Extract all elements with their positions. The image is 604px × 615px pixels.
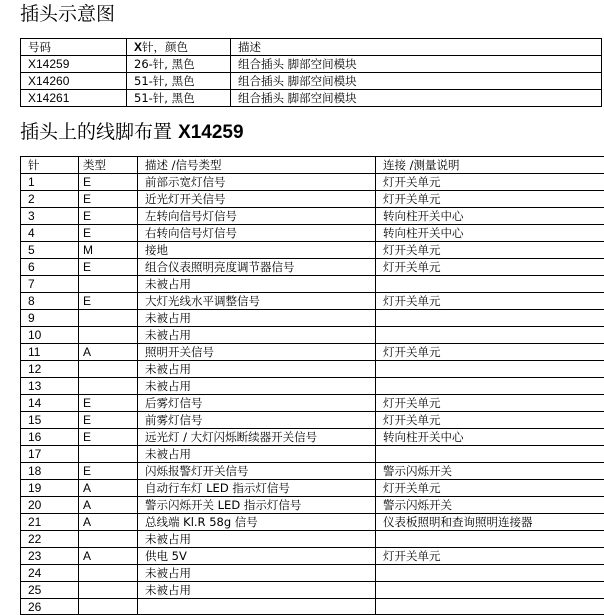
- pin-type: A: [79, 480, 138, 497]
- pin-row: [21, 191, 604, 208]
- pin-signal-description: 接地: [138, 242, 376, 259]
- pin-row: [21, 463, 604, 480]
- header-signal-description: 描述 /信号类型: [138, 157, 376, 174]
- pin-row: [21, 514, 604, 531]
- pin-connection: 灯开关单元: [376, 412, 604, 429]
- pin-signal-description: 未被占用: [138, 327, 376, 344]
- pin-number: 17: [21, 446, 79, 463]
- pin-signal-description: 未被占用: [138, 378, 376, 395]
- pin-number: 26: [21, 599, 79, 615]
- pin-type: [79, 446, 138, 463]
- pin-signal-description: 未被占用: [138, 582, 376, 599]
- pin-row: [21, 412, 604, 429]
- pin-type: E: [79, 225, 138, 242]
- pin-type: M: [79, 242, 138, 259]
- pin-number: 24: [21, 565, 79, 582]
- pin-connection: [376, 378, 604, 395]
- pin-number: 3: [21, 208, 79, 225]
- connector-diagram-heading: 插头示意图: [20, 2, 115, 26]
- pin-number: 15: [21, 412, 79, 429]
- connector-row: [21, 90, 602, 107]
- pin-signal-description: 未被占用: [138, 531, 376, 548]
- pin-number: 10: [21, 327, 79, 344]
- pin-connection: 警示闪烁开关: [376, 463, 604, 480]
- pin-connection: [376, 531, 604, 548]
- pin-signal-description: 照明开关信号: [138, 344, 376, 361]
- header-pins-prefix: X: [134, 40, 142, 54]
- pin-row: [21, 497, 604, 514]
- pin-type: E: [79, 259, 138, 276]
- pin-row: [21, 242, 604, 259]
- header-code: 号码: [21, 39, 127, 56]
- connector-row: [21, 56, 602, 73]
- pin-signal-description: 自动行车灯 LED 指示灯信号: [138, 480, 376, 497]
- pin-table-header: [21, 157, 604, 174]
- pin-row: [21, 429, 604, 446]
- pin-type: E: [79, 463, 138, 480]
- pin-row: [21, 174, 604, 191]
- pin-signal-description: 远光灯 / 大灯闪烁断续器开关信号: [138, 429, 376, 446]
- pin-row: [21, 208, 604, 225]
- pin-type: A: [79, 548, 138, 565]
- pin-number: 19: [21, 480, 79, 497]
- connector-table: [20, 38, 602, 107]
- pin-signal-description: 未被占用: [138, 446, 376, 463]
- pin-type: E: [79, 208, 138, 225]
- pin-type: E: [79, 174, 138, 191]
- pin-connection: 转向柱开关中心: [376, 225, 604, 242]
- header-pins-color: [127, 39, 231, 56]
- pin-row: [21, 480, 604, 497]
- pin-row: [21, 378, 604, 395]
- pin-signal-description: [138, 599, 376, 615]
- pin-signal-description: 前部示宽灯信号: [138, 174, 376, 191]
- header-pin: 针: [21, 157, 79, 174]
- pin-type: E: [79, 293, 138, 310]
- pin-type: [79, 565, 138, 582]
- pin-row: [21, 310, 604, 327]
- pin-connection: 灯开关单元: [376, 344, 604, 361]
- pin-number: 8: [21, 293, 79, 310]
- pin-type: A: [79, 344, 138, 361]
- pin-number: 2: [21, 191, 79, 208]
- header-pins-rest: 针，颜色: [142, 40, 188, 54]
- pin-row: [21, 276, 604, 293]
- pin-number: 14: [21, 395, 79, 412]
- pin-number: 16: [21, 429, 79, 446]
- pin-connection: 灯开关单元: [376, 242, 604, 259]
- pin-row: [21, 531, 604, 548]
- pin-signal-description: 未被占用: [138, 276, 376, 293]
- header-connection: 连接 /测量说明: [376, 157, 604, 174]
- pin-connection: 仪表板照明和查询照明连接器: [376, 514, 604, 531]
- pin-number: 6: [21, 259, 79, 276]
- pin-type: E: [79, 412, 138, 429]
- pin-connection: [376, 310, 604, 327]
- pin-number: 12: [21, 361, 79, 378]
- pin-row: [21, 599, 604, 615]
- pin-row: [21, 225, 604, 242]
- pin-number: 18: [21, 463, 79, 480]
- pin-number: 7: [21, 276, 79, 293]
- connector-code: X14260: [21, 73, 127, 90]
- pin-type: [79, 531, 138, 548]
- pin-layout-code: X14259: [178, 122, 244, 143]
- pin-row: [21, 582, 604, 599]
- pin-row: [21, 565, 604, 582]
- header-description: 描述: [231, 39, 602, 56]
- pin-connection: [376, 599, 604, 615]
- pin-signal-description: 总线端 Kl.R 58g 信号: [138, 514, 376, 531]
- connector-code: X14259: [21, 56, 127, 73]
- pin-connection: 灯开关单元: [376, 293, 604, 310]
- pin-type: A: [79, 497, 138, 514]
- pin-number: 1: [21, 174, 79, 191]
- pin-row: [21, 548, 604, 565]
- pin-signal-description: 组合仪表照明亮度调节器信号: [138, 259, 376, 276]
- pin-number: 13: [21, 378, 79, 395]
- pin-signal-description: 近光灯开关信号: [138, 191, 376, 208]
- pin-connection: 灯开关单元: [376, 480, 604, 497]
- connector-pins-color: 26-针, 黑色: [127, 56, 231, 73]
- pin-connection: [376, 565, 604, 582]
- pin-row: [21, 395, 604, 412]
- pin-type: [79, 599, 138, 615]
- pin-row: [21, 293, 604, 310]
- pin-row: [21, 259, 604, 276]
- pin-signal-description: 前雾灯信号: [138, 412, 376, 429]
- pin-row: [21, 361, 604, 378]
- pin-connection: 灯开关单元: [376, 174, 604, 191]
- connector-table-header: [21, 39, 602, 56]
- pin-connection: [376, 446, 604, 463]
- pin-layout-heading: [20, 120, 244, 145]
- pin-connection: [376, 276, 604, 293]
- connector-pins-color: 51-针, 黑色: [127, 73, 231, 90]
- pin-connection: 灯开关单元: [376, 548, 604, 565]
- pin-type: [79, 276, 138, 293]
- pin-signal-description: 大灯光线水平调整信号: [138, 293, 376, 310]
- pin-signal-description: 未被占用: [138, 310, 376, 327]
- connector-description: 组合插头 脚部空间模块: [231, 56, 602, 73]
- connector-row: [21, 73, 602, 90]
- pin-number: 20: [21, 497, 79, 514]
- pin-table: [20, 156, 604, 615]
- pin-number: 11: [21, 344, 79, 361]
- pin-number: 4: [21, 225, 79, 242]
- pin-number: 21: [21, 514, 79, 531]
- pin-row: [21, 446, 604, 463]
- pin-signal-description: 警示闪烁开关 LED 指示灯信号: [138, 497, 376, 514]
- pin-connection: 灯开关单元: [376, 259, 604, 276]
- pin-signal-description: 后雾灯信号: [138, 395, 376, 412]
- pin-connection: 转向柱开关中心: [376, 429, 604, 446]
- pin-connection: [376, 327, 604, 344]
- pin-type: E: [79, 191, 138, 208]
- pin-connection: 灯开关单元: [376, 395, 604, 412]
- pin-type: E: [79, 429, 138, 446]
- pin-type: [79, 582, 138, 599]
- pin-connection: [376, 582, 604, 599]
- pin-number: 23: [21, 548, 79, 565]
- pin-connection: 警示闪烁开关: [376, 497, 604, 514]
- pin-layout-title: 插头上的线脚布置: [20, 121, 172, 143]
- pin-number: 22: [21, 531, 79, 548]
- connector-code: X14261: [21, 90, 127, 107]
- pin-type: E: [79, 395, 138, 412]
- pin-number: 5: [21, 242, 79, 259]
- pin-type: [79, 310, 138, 327]
- pin-connection: [376, 361, 604, 378]
- connector-description: 组合插头 脚部空间模块: [231, 73, 602, 90]
- pin-type: [79, 378, 138, 395]
- header-type: 类型: [79, 157, 138, 174]
- pin-connection: 灯开关单元: [376, 191, 604, 208]
- pin-row: [21, 344, 604, 361]
- connector-description: 组合插头 脚部空间模块: [231, 90, 602, 107]
- pin-signal-description: 左转向信号灯信号: [138, 208, 376, 225]
- pin-type: [79, 361, 138, 378]
- pin-signal-description: 供电 5V: [138, 548, 376, 565]
- connector-pins-color: 51-针, 黑色: [127, 90, 231, 107]
- pin-number: 25: [21, 582, 79, 599]
- pin-connection: 转向柱开关中心: [376, 208, 604, 225]
- pin-signal-description: 未被占用: [138, 361, 376, 378]
- pin-type: A: [79, 514, 138, 531]
- pin-signal-description: 闪烁报警灯开关信号: [138, 463, 376, 480]
- pin-signal-description: 未被占用: [138, 565, 376, 582]
- pin-row: [21, 327, 604, 344]
- pin-signal-description: 右转向信号灯信号: [138, 225, 376, 242]
- pin-number: 9: [21, 310, 79, 327]
- pin-type: [79, 327, 138, 344]
